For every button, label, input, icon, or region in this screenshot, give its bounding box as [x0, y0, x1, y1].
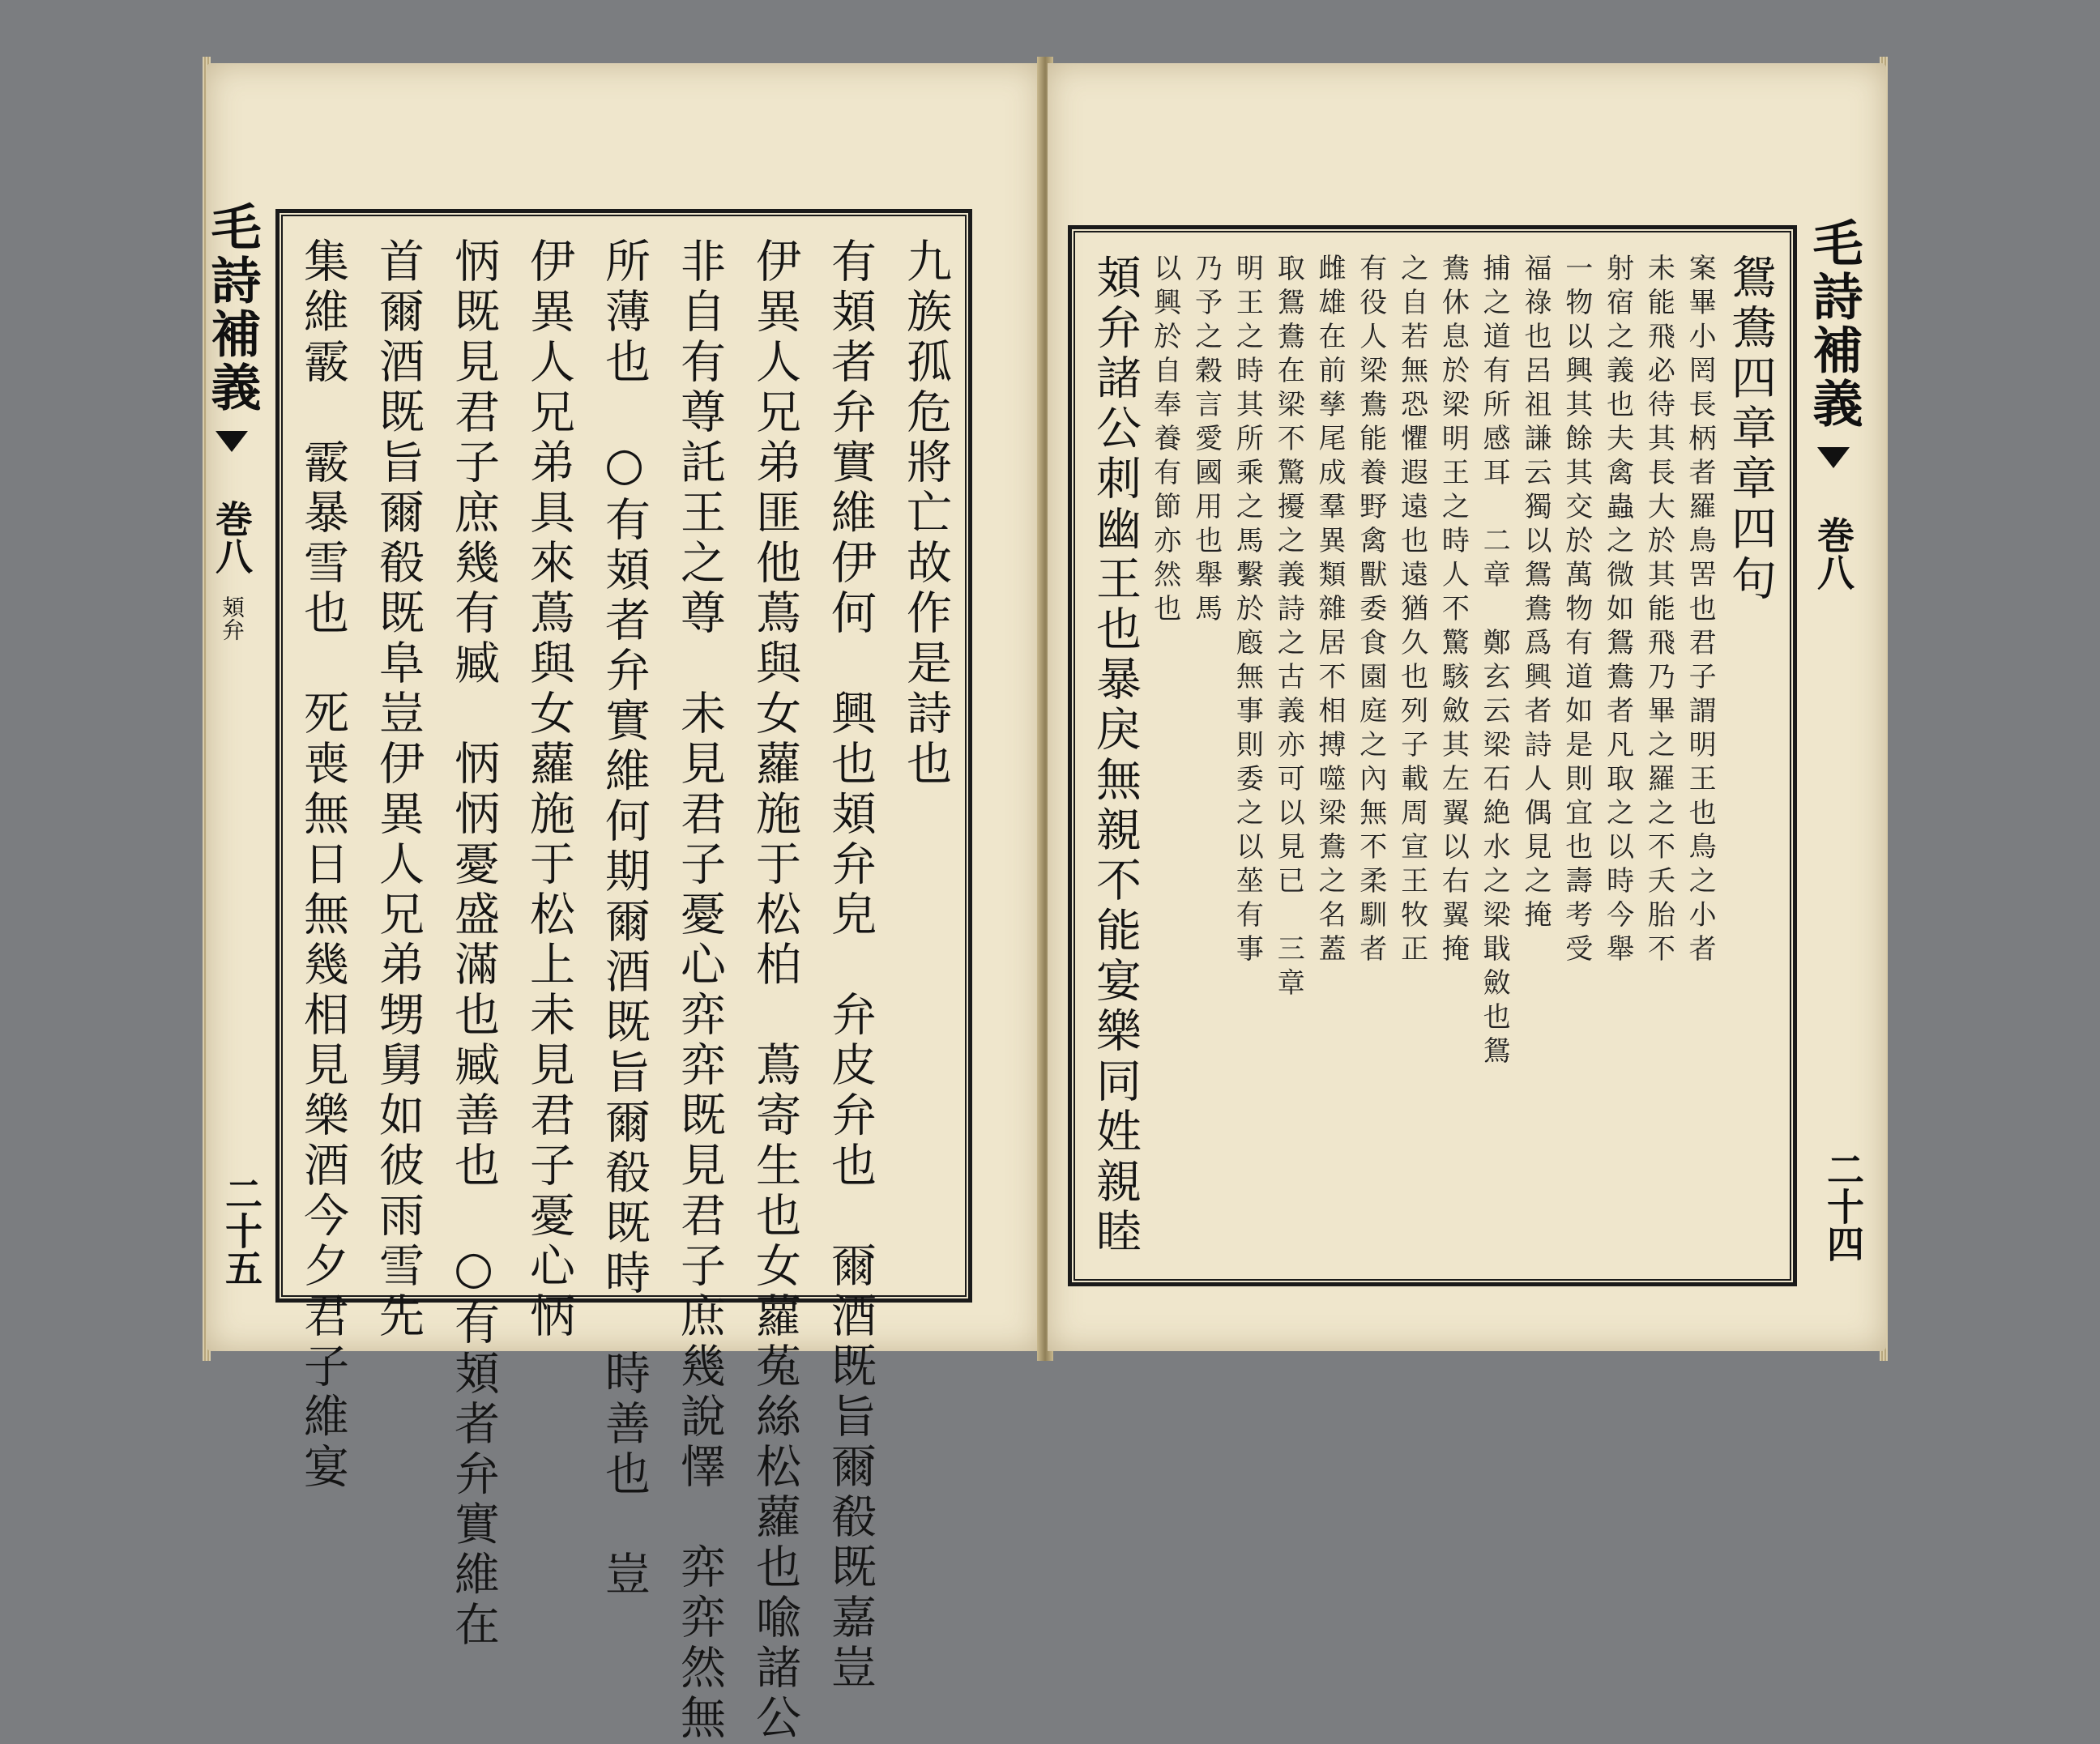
text-column: 捕之道有所感耳 二章 鄭玄云梁石絶水之梁戢斂也鴛	[1478, 254, 1511, 1070]
text-column: 之自若無恐懼遐遠也遠猶久也列子載周宣王牧正	[1395, 254, 1428, 968]
margin-volume: 巻八	[210, 500, 254, 575]
text-column: 取鴛鴦在梁不驚擾之義詩之古義亦可以見已 三章	[1272, 254, 1305, 1002]
text-column: 伊異人兄弟具來蔦與女蘿施于松上未見君子憂心怲	[523, 237, 575, 1342]
text-column: 一物以興其餘其交於萬物有道如是則宜也壽考受	[1560, 254, 1593, 968]
text-columns	[297, 237, 952, 1744]
text-column: 有役人梁鴦能養野禽獸委食園庭之內無不柔馴者	[1354, 254, 1387, 968]
margin-volume: 巻八	[1812, 516, 1855, 591]
text-columns	[1089, 254, 1777, 1258]
text-column: 明王之時其所乘之馬繫於廏無事則委之以莝有事	[1231, 254, 1264, 968]
margin-title: 毛詩補義	[1804, 217, 1863, 431]
text-column: 頍弁諸公刺幽王也暴戾無親不能宴樂同姓親睦	[1089, 254, 1142, 1258]
text-column: 集維霰 霰暴雪也 死喪無日無幾相見樂酒今夕君子維宴	[297, 237, 349, 1493]
text-column: 所薄也 ○有頍者弁實維何期爾酒既旨爾殽既時 時善也 豈	[598, 237, 651, 1601]
text-column: 案畢小罔長柄者羅鳥罟也君子謂明王也鳥之小者	[1684, 254, 1717, 968]
right-margin-header	[1805, 217, 1870, 1294]
text-column: 鴛鴦四章章四句	[1723, 254, 1777, 605]
text-column: 有頍者弁實維伊何 興也頍弁皃 弁皮弁也 爾酒既旨爾殽既嘉豈	[824, 237, 877, 1694]
text-column: 怲既見君子庶幾有臧 怲怲憂盛滿也臧善也 ○有頍者弁實維在	[447, 237, 500, 1651]
open-book	[203, 57, 1888, 1744]
text-column: 未能飛必待其長大於其能飛乃畢之羅之不夭胎不	[1642, 254, 1675, 968]
margin-title: 毛詩補義	[203, 201, 262, 415]
right-page	[1048, 63, 1886, 1351]
left-margin-header	[205, 201, 268, 1319]
text-column: 伊異人兄弟匪他蔦與女蘿施于松柏 蔦寄生也女蘿菟絲松蘿也喩諸公	[749, 237, 801, 1744]
margin-chapter: 頍弁	[219, 595, 245, 641]
folio-number: 二十五	[220, 1175, 263, 1286]
text-column: 九族孤危將亡故作是詩也	[899, 237, 952, 790]
fish-tail-mark	[1817, 447, 1850, 468]
text-column: 雌雄在前孳尾成羣異類雜居不相搏噬梁鴦之名蓋	[1312, 254, 1346, 968]
text-column: 非自有尊託王之尊 未見君子憂心弈弈既見君子庶幾說懌 弈弈然無	[673, 237, 726, 1744]
text-frame	[275, 209, 972, 1744]
text-column: 以興於自奉養有節亦然也	[1148, 254, 1181, 628]
left-page	[203, 63, 1041, 1744]
fish-tail-mark	[216, 431, 248, 452]
text-column: 福祿也呂祖謙云獨以鴛鴦爲興者詩人偶見之掩	[1518, 254, 1552, 934]
text-column: 射宿之義也夫禽蟲之微如鴛鴦者凡取之以時今舉	[1601, 254, 1634, 968]
text-frame	[1068, 225, 1797, 1286]
text-column: 鴦休息於梁明王之時人不驚駭斂其左翼以右翼掩	[1436, 254, 1470, 968]
folio-number: 二十四	[1821, 1150, 1865, 1262]
text-column: 首爾酒既旨爾殽既阜豈伊異人兄弟甥舅如彼雨雪先	[372, 237, 425, 1342]
text-column: 乃予之穀言愛國用也舉馬	[1189, 254, 1223, 628]
